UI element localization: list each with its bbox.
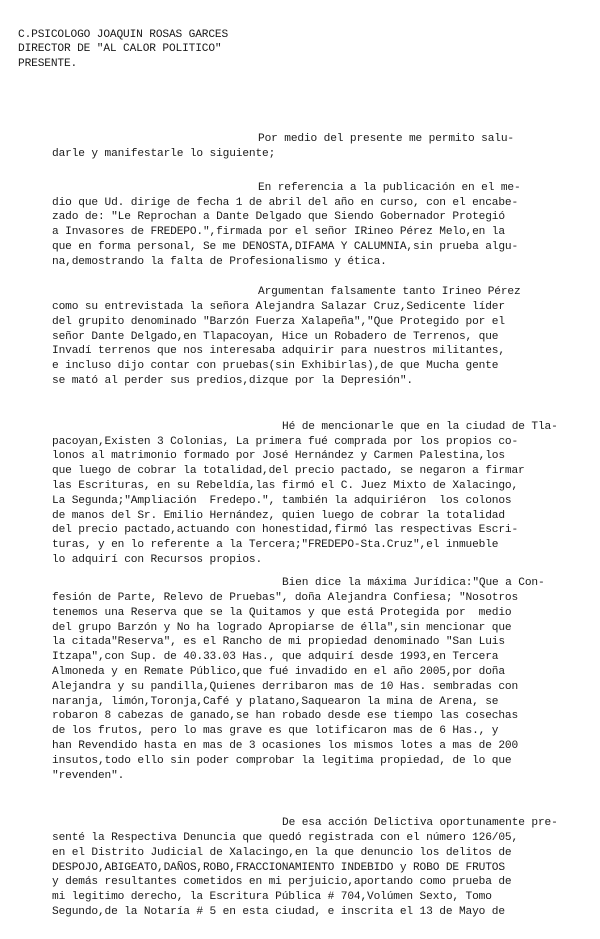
paragraph-4-line-6: La Segunda;"Ampliación Fredepo.", también la adquiriéron los colonos: [52, 495, 512, 507]
paragraph-6-line-5: y demás resultantes cometidos en mi perjuicio,aportando como prueba de: [52, 876, 512, 888]
paragraph-5-line-10: robaron 8 cabezas de ganado,se han robado desde ese tiempo las cosechas: [52, 710, 519, 722]
paragraph-5-line-3: tenemos una Reserva que se la Quitamos y que está Protegida por medio: [52, 607, 512, 619]
addressee-presente: PRESENTE.: [18, 58, 78, 70]
paragraph-4-line-1: Hé de mencionarle que en la ciudad de Tla-: [282, 421, 558, 433]
paragraph-4-line-10: lo adquirí con Recursos propios.: [52, 554, 263, 566]
paragraph-4-line-9: turas, y en lo referente a la Tercera;"FREDEPO-Sta.Cruz",el inmueble: [52, 539, 499, 551]
paragraph-5-line-9: naranja, limón,Toronja,Café y platano,Saquearon la mina de Arena, se: [52, 696, 499, 708]
paragraph-5-line-2: fesión de Parte, Relevo de Pruebas", doña Alejandra Confiesa; "Nosotros: [52, 592, 519, 604]
paragraph-2-line-2: dio que Ud. dirige de fecha 1 de abril del año en curso, con el encabe-: [52, 197, 519, 209]
paragraph-1-line-1: Por medio del presente me permito salu-: [258, 133, 514, 145]
paragraph-6-line-4: DESPOJO,ABIGEATO,DAÑOS,ROBO,FRACCIONAMIENTO INDEBIDO y ROBO DE FRUTOS: [52, 862, 505, 874]
paragraph-6-line-6: mi legitimo derecho, la Escritura Pública # 704,Volúmen Sexto, Tomo: [52, 891, 492, 903]
paragraph-4-line-4: que luego de cobrar la totalidad,del precio pactado, se negaron a firmar: [52, 465, 525, 477]
paragraph-3-line-6: e incluso dijo contar con pruebas(sin Exhibirlas),de que Mucha gente: [52, 360, 499, 372]
paragraph-3-line-2: como su entrevistada la señora Alejandra Salazar Cruz,Sedicente líder: [52, 301, 505, 313]
paragraph-3-line-1: Argumentan falsamente tanto Irineo Pérez: [258, 286, 521, 298]
paragraph-6-line-7: Segundo,de la Notaría # 5 en esta ciudad, e inscrita el 13 de Mayo de: [52, 906, 505, 918]
paragraph-5-line-7: Almoneda y en Remate Público,que fué invadido en el año 2005,por doña: [52, 666, 505, 678]
paragraph-5-line-1: Bien dice la máxima Jurídica:"Que a Con-: [282, 577, 545, 589]
paragraph-5-line-8: Alejandra y su pandilla,Quienes derribaron mas de 10 Has. sembradas con: [52, 681, 519, 693]
paragraph-6-line-3: en el Distrito Judicial de Xalacingo,en la que denuncio los delitos de: [52, 847, 512, 859]
paragraph-4-line-7: de manos del Sr. Emilio Hernández, quien luego de cobrar la totalidad: [52, 510, 505, 522]
paragraph-3-line-7: se mató al perder sus predios,dizque por la Depresión".: [52, 375, 413, 387]
paragraph-2-line-5: que en forma personal, Se me DENOSTA,DIFAMA Y CALUMNIA,sin prueba algu-: [52, 241, 519, 253]
paragraph-5-line-4: del grupo Barzón y No ha logrado Apropiarse de élla",sin mencionar que: [52, 622, 512, 634]
paragraph-2-line-1: En referencia a la publicación en el me-: [258, 182, 521, 194]
paragraph-2-line-3: zado de: "Le Reprochan a Dante Delgado que Siendo Gobernador Protegió: [52, 211, 505, 223]
paragraph-5-line-6: Itzapa",con Sup. de 40.33.03 Has., que adquirí desde 1993,en Tercera: [52, 651, 499, 663]
paragraph-1-line-2: darle y manifestarle lo siguiente;: [52, 148, 276, 160]
paragraph-6-line-1: De esa acción Delictiva oportunamente pre-: [282, 817, 558, 829]
paragraph-5-line-13: insutos,todo ello sin poder comprobar la legitima propiedad, de lo que: [52, 755, 512, 767]
paragraph-3-line-4: señor Dante Delgado,en Tlapacoyan, Hice un Robadero de Terrenos, que: [52, 331, 499, 343]
paragraph-4-line-5: las Escrituras, en su Rebeldía,las firmó el C. Juez Mixto de Xalacingo,: [52, 480, 519, 492]
paragraph-3-line-3: del grupito denominado "Barzón Fuerza Xalapeña","Que Protegido por el: [52, 316, 505, 328]
paragraph-4-line-2: pacoyan,Existen 3 Colonias, La primera fué comprada por los propios co-: [52, 436, 519, 448]
addressee-title: DIRECTOR DE "AL CALOR POLITICO": [18, 43, 222, 55]
paragraph-2-line-6: na,demostrando la falta de Profesionalismo y ética.: [52, 256, 387, 268]
paragraph-2-line-4: a Invasores de FREDEPO.",firmada por el señor IRineo Pérez Melo,en la: [52, 226, 505, 238]
paragraph-5-line-14: "revenden".: [52, 770, 125, 782]
paragraph-4-line-3: lonos al matrimonio formado por José Hernández y Carmen Palestina,los: [52, 450, 505, 462]
paragraph-5-line-5: la citada"Reserva", es el Rancho de mi propiedad denominado "San Luis: [52, 636, 505, 648]
paragraph-3-line-5: Invadí terrenos que nos interesaba adquirir para nuestros militantes,: [52, 345, 505, 357]
paragraph-5-line-12: han Revendido hasta en mas de 3 ocasiones los mismos lotes a mas de 200: [52, 740, 519, 752]
paragraph-5-line-11: de los frutos, pero lo mas grave es que lotificaron mas de 6 Has., y: [52, 725, 499, 737]
paragraph-6-line-2: senté la Respectiva Denuncia que quedó registrada con el número 126/05,: [52, 832, 519, 844]
addressee-name: C.PSICOLOGO JOAQUIN ROSAS GARCES: [18, 29, 229, 41]
paragraph-4-line-8: del precio pactado,actuando con honestidad,firmó las respectivas Escri-: [52, 524, 519, 536]
